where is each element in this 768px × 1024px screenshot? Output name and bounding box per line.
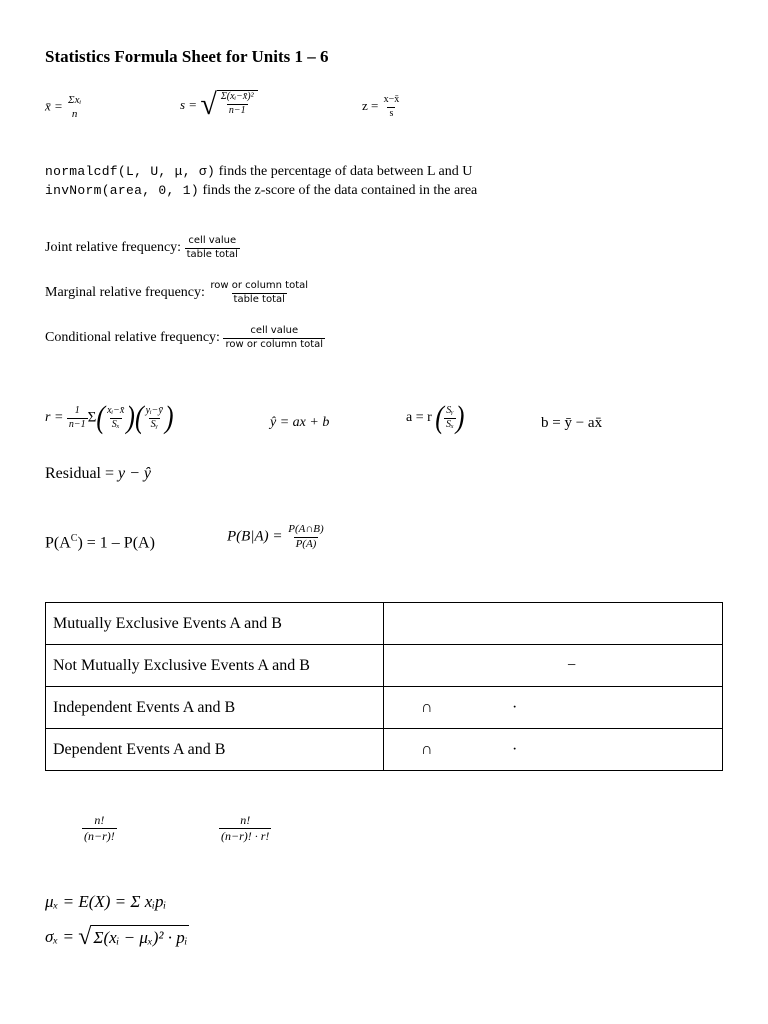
joint-label: Joint relative frequency: [45, 240, 182, 255]
x-standardized-numerator: xᵢ−x̄ [107, 405, 125, 416]
conditional-denominator: row or column total [225, 338, 324, 350]
correlation-formula [45, 400, 174, 435]
combination-formula [219, 814, 271, 842]
conditional-prob-denominator: P(A) [295, 537, 317, 550]
rv-std-dev-formula [45, 925, 189, 949]
normalcdf-line [45, 164, 472, 180]
intercept-formula: b = ȳ − ax̄ [541, 415, 603, 431]
table-row [46, 603, 723, 645]
mean-lhs: x̄ = [45, 98, 63, 114]
marginal-denominator: table total [233, 293, 285, 305]
residual-formula [45, 465, 151, 483]
combination-numerator: n! [240, 813, 251, 827]
mean-numerator: Σxᵢ [68, 94, 82, 106]
slope-formula [406, 400, 465, 435]
operator-mark: · [512, 740, 518, 758]
zscore-numerator: x−x̄ [383, 94, 400, 105]
a-numerator: Sᵧ [446, 405, 454, 416]
event-formula-cell [384, 645, 723, 687]
a-denominator: Sₓ [445, 418, 454, 430]
operator-mark: · [512, 698, 518, 716]
zscore-lhs: z = [362, 97, 379, 113]
conditional-prob-lhs: P(B|A) = [227, 528, 283, 545]
marginal-numerator: row or column total [210, 280, 309, 291]
event-formula-cell [384, 603, 723, 645]
page-title: Statistics Formula Sheet for Units 1 – 6 [45, 47, 329, 66]
intersection-mark: ∩ [421, 698, 433, 716]
sigma-symbol: Σ [87, 409, 97, 426]
operator-mark: − [567, 656, 577, 674]
event-type-cell: Independent Events A and B [46, 687, 384, 729]
conditional-numerator: cell value [250, 325, 299, 336]
complement-pre: P(A [45, 534, 71, 552]
normalcdf-code: normalcdf(L, U, μ, σ) [45, 164, 216, 179]
x-standardized-denominator: Sₓ [111, 418, 120, 430]
events-table [45, 602, 723, 771]
complement-rule [45, 533, 155, 552]
marginal-label: Marginal relative frequency: [45, 285, 205, 300]
joint-frequency [45, 236, 240, 260]
complement-post: ) = 1 – P(A) [77, 534, 155, 552]
r-lhs: r = [45, 410, 64, 425]
left-paren-icon: ( [134, 400, 144, 435]
conditional-frequency [45, 326, 325, 350]
left-paren-icon: ( [96, 400, 106, 435]
event-type-cell: Mutually Exclusive Events A and B [46, 603, 384, 645]
sqrt-icon: √ [78, 924, 92, 950]
event-formula-cell [384, 729, 723, 771]
event-type-cell: Not Mutually Exclusive Events A and B [46, 645, 384, 687]
conditional-prob-numerator: P(A∩B) [288, 523, 324, 535]
right-paren-icon: ) [455, 400, 465, 435]
a-lhs: a = r [406, 410, 432, 425]
rv-sigma-radicand: Σ(xᵢ − μₓ)² · pᵢ [91, 925, 189, 949]
event-formula-cell [384, 687, 723, 729]
r-coef-denominator: n−1 [68, 418, 86, 430]
permutation-denominator: (n−r)! [84, 828, 115, 843]
marginal-frequency [45, 281, 310, 305]
std-dev-lhs: s = [180, 97, 198, 112]
std-dev-formula [180, 90, 258, 120]
joint-denominator: table total [186, 248, 238, 260]
invnorm-desc: finds the z-score of the data contained in the area [202, 183, 478, 198]
conditional-label: Conditional relative frequency: [45, 330, 220, 345]
normalcdf-desc: finds the percentage of data between L and U [218, 164, 473, 179]
conditional-probability [227, 524, 326, 550]
residual-label: Residual = [45, 465, 115, 482]
combination-denominator: (n−r)! · r! [221, 828, 270, 843]
table-row [46, 729, 723, 771]
table-row [46, 687, 723, 729]
expected-value-formula: μₓ = E(X) = Σ xᵢpᵢ [45, 892, 167, 911]
right-paren-icon: ) [126, 400, 135, 435]
permutation-numerator: n! [94, 813, 105, 827]
std-dev-numerator: Σ(xᵢ−x̄)² [220, 91, 254, 102]
rv-sigma-lhs: σₓ = [45, 927, 74, 946]
std-dev-denominator: n−1 [228, 104, 246, 116]
event-type-cell: Dependent Events A and B [46, 729, 384, 771]
mean-formula [45, 95, 83, 120]
joint-numerator: cell value [188, 235, 237, 246]
zscore-formula [362, 95, 401, 119]
right-paren-icon: ) [164, 400, 174, 435]
table-row [46, 645, 723, 687]
left-paren-icon: ( [435, 400, 444, 435]
mean-denominator: n [71, 107, 78, 120]
invnorm-code: invNorm(area, 0, 1) [45, 183, 199, 198]
y-standardized-numerator: yᵢ−ȳ [145, 405, 163, 416]
complement-sup: C [70, 533, 78, 544]
r-coef-numerator: 1 [74, 405, 80, 416]
sqrt-icon: √ [200, 88, 217, 121]
intersection-mark: ∩ [421, 740, 433, 758]
permutation-formula [82, 814, 117, 842]
residual-expression: y − ŷ [118, 465, 152, 482]
invnorm-line [45, 183, 477, 199]
y-standardized-denominator: Sᵧ [150, 418, 158, 430]
regression-equation: ŷ = ax + b [270, 415, 330, 430]
zscore-denominator: s [389, 107, 394, 119]
